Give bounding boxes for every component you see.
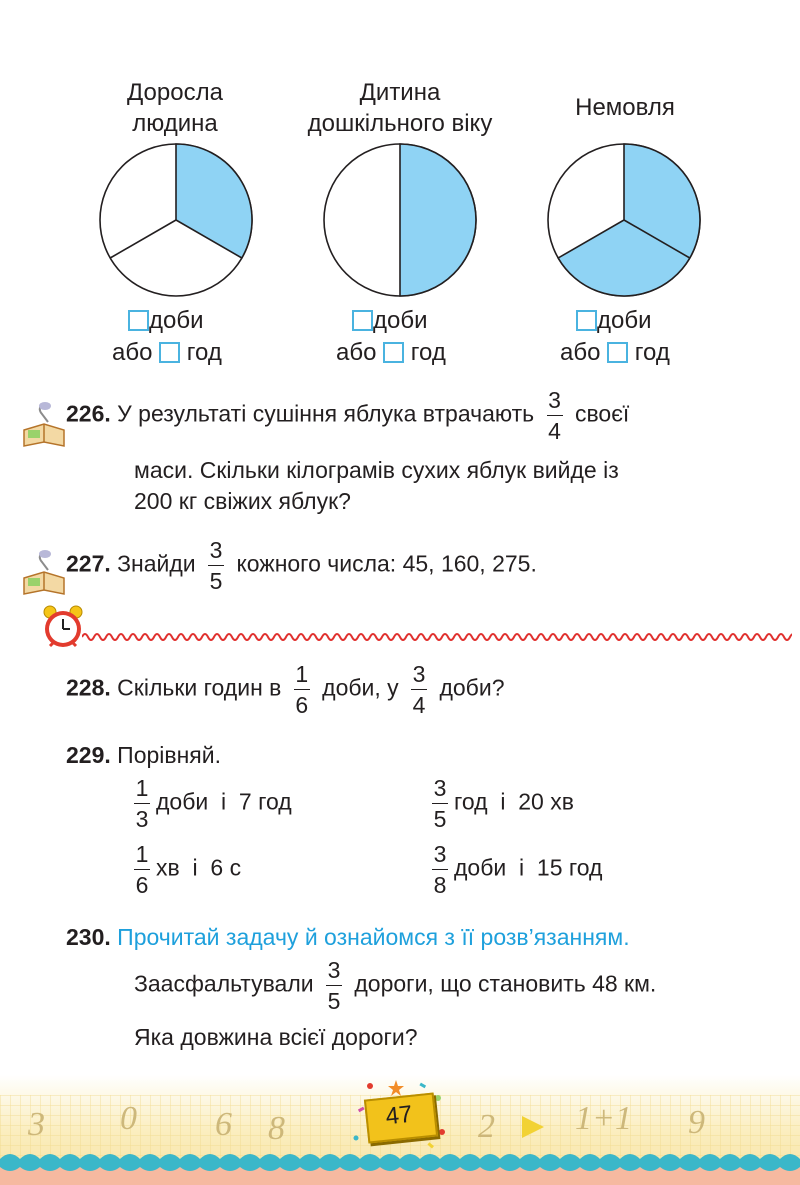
- fraction: $\frac{3}{5}$: [433, 775, 447, 832]
- fraction: $\frac{3}{8}$: [433, 841, 447, 898]
- answer-row-infant-2: або год: [560, 339, 670, 366]
- answer-box[interactable]: [128, 310, 149, 331]
- answer-box[interactable]: [576, 310, 597, 331]
- pie-preschooler: [322, 142, 478, 298]
- answer-row-adult-1: доби: [128, 306, 204, 336]
- fraction: $\frac{3}{4}$: [548, 387, 561, 444]
- task-230-line-3: Яка довжина всієї дороги?: [134, 1024, 418, 1050]
- compare-item-3: $\frac{1}{6}$ хв і 6 с: [135, 841, 242, 898]
- pie-caption-preschooler: Дитина дошкільного віку: [307, 79, 493, 137]
- fraction: $\frac{1}{6}$: [135, 841, 149, 898]
- fraction: $\frac{1}{3}$: [135, 775, 149, 832]
- task-230-instruction: 230. Прочитай задачу й ознайомся з її розв’язанням.: [66, 924, 630, 950]
- pie-caption-adult: Доросла людина: [127, 79, 223, 137]
- answer-box[interactable]: [607, 342, 628, 363]
- compare-item-1: $\frac{1}{3}$ доби і 7 год: [135, 775, 292, 832]
- pie-adult: [98, 142, 254, 298]
- task-226-line-1: 226. У результаті сушіння яблука втрачають $\frac{3}{4}$ своєї: [66, 387, 630, 444]
- fraction: $\frac{1}{6}$: [295, 661, 309, 718]
- fraction: $\frac{3}{5}$: [209, 537, 223, 594]
- book-lamp-icon: [20, 548, 68, 598]
- task-229-title: 229. Порівняй.: [66, 742, 221, 768]
- page-number: 47: [384, 1100, 414, 1131]
- footer-digits: 3 0 6 8 2 1+1 9: [28, 1100, 705, 1147]
- pie-infant: [546, 142, 702, 298]
- pie-filled-slice: [400, 144, 476, 296]
- answer-box[interactable]: [352, 310, 373, 331]
- task-226-line-2: маси. Скільки кілограмів сухих яблук вийде із: [134, 457, 619, 483]
- task-227: 227. Знайди $\frac{3}{5}$ кожного числа: 45, 160, 275.: [66, 537, 537, 594]
- answer-box[interactable]: [383, 342, 404, 363]
- answer-row-preschooler-2: або год: [336, 339, 446, 366]
- pie-caption-infant: Немовля: [575, 94, 675, 121]
- task-228: 228. Скільки годин в $\frac{1}{6}$ доби, у $\frac{3}{4}$ доби?: [66, 661, 505, 718]
- answer-box[interactable]: [159, 342, 180, 363]
- play-triangle-icon: [518, 1112, 548, 1142]
- fraction: $\frac{3}{4}$: [412, 661, 426, 718]
- wavy-divider: [82, 630, 792, 644]
- alarm-clock-icon: [40, 604, 86, 650]
- answer-row-infant-1: доби: [576, 306, 652, 336]
- task-226-line-3: 200 кг свіжих яблук?: [134, 488, 351, 514]
- answer-row-preschooler-1: доби: [352, 306, 428, 336]
- compare-item-2: $\frac{3}{5}$ год і 20 хв: [433, 775, 574, 832]
- answer-row-adult-2: або год: [112, 339, 222, 366]
- fraction: $\frac{3}{5}$: [327, 957, 341, 1014]
- task-230-line-2: Заасфальтували $\frac{3}{5}$ дороги, що становить 48 км.: [134, 957, 657, 1014]
- compare-item-4: $\frac{3}{8}$ доби і 15 год: [433, 841, 603, 898]
- book-lamp-icon: [20, 400, 68, 450]
